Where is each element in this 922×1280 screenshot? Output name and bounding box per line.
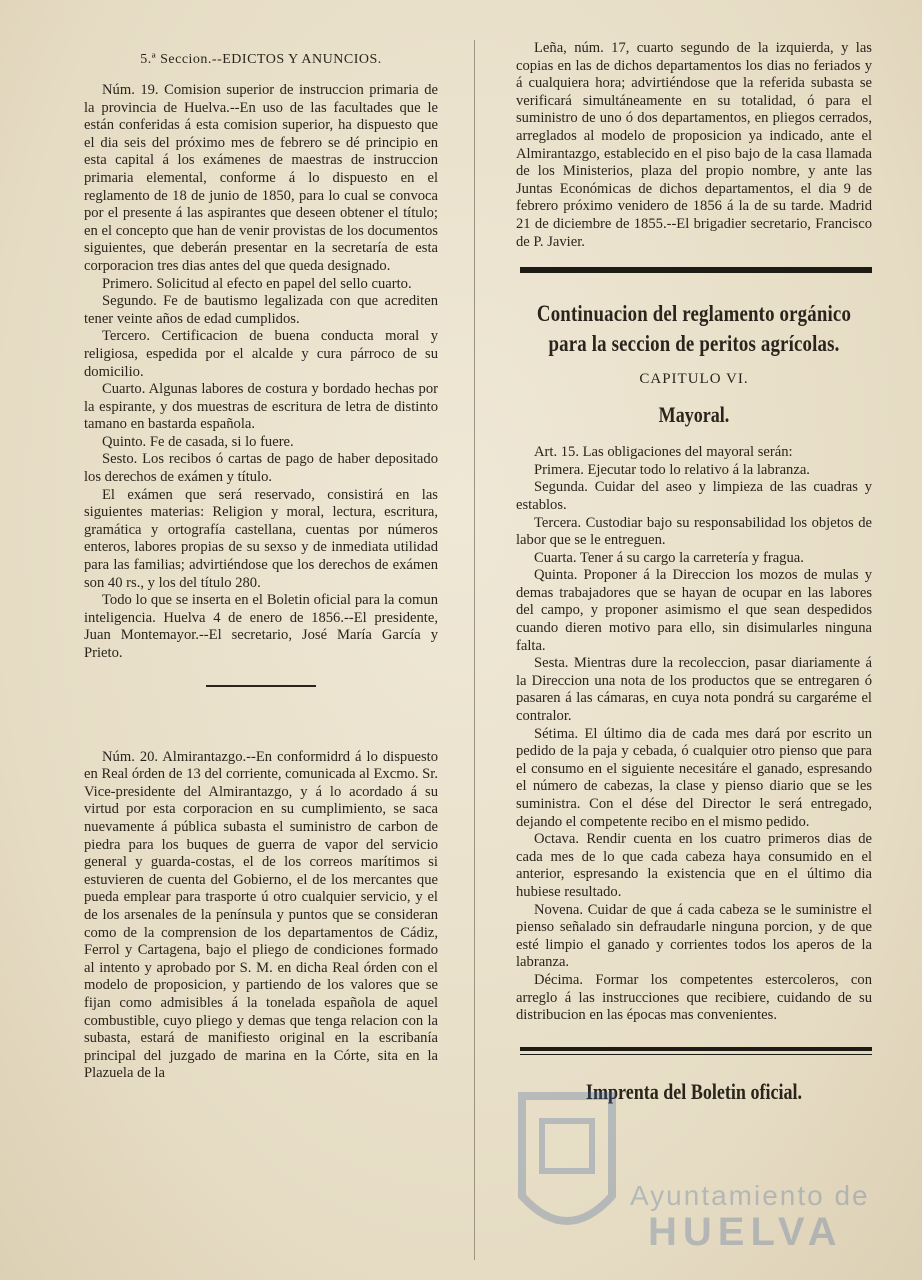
article-paragraph: Art. 15. Las obligaciones del mayoral serán: (534, 444, 793, 461)
right-column (516, 40, 872, 1105)
notice-20: Núm. 20. Almirantazgo.--En conformidrd á lo dispuesto en Real órden de 13 del corriente, comunicada al Excmo. Sr. Vice-presidente del Almirantazgo, y á lo acordado á su virtud por esta corporacion en su cumplimiento, se saca nuevamente á pública subasta el suministro de carbon de piedra para los buques de guerra de vapor del servicio general y guarda-costas, el de los correos marítimos si estuvieren de cuenta del Gobierno, el de los mercantes que pueda emplear para trasporte ú otro cualquier servicio, y el de los arsenales de la península y puntos que se consideran como de la comprension de los departamentos de Cádiz, Ferrol y Cartagena, bajo el pliego de condiciones formado al intento y aprobado por S. M. en dicha Real órden con el modelo de proposicion, y partiendo de los valores que se fijan como admisibles á la tonelada española de aquel combustible, cuyo pliego y demas que tenga relacion con la subasta, estará de manifiesto original en la escribanía principal del juzgado de marina en la Córte, sita en la Plazuela de la (84, 748, 438, 1082)
section-rule (520, 267, 872, 273)
printer-footer: Imprenta del Boletin oficial. (585, 1078, 803, 1104)
articles (516, 444, 872, 1025)
article-paragraph: Segunda. Cuidar del aseo y limpieza de las cuadras y establos. (516, 479, 872, 513)
notice-19-item: Primero. Solicitud al efecto en papel del sello cuarto. (102, 275, 412, 292)
regulation-headline: Continuacion del reglamento orgánico para la seccion de peritos agrícolas. (536, 301, 852, 357)
left-column (84, 48, 438, 1083)
chapter-heading: CAPITULO VI. (639, 371, 749, 388)
notice-19-item: Tercero. Certificacion de buena conducta moral y religiosa, espedida por el alcalde y cura párroco de su domicilio. (84, 328, 438, 380)
notice-19-signature: Todo lo que se inserta en el Boletin oficial para la comun inteligencia. Huelva 4 de enero de 1856.--El presidente, Juan Montemayor.--El secretario, José María García y Prieto. (84, 592, 438, 661)
article-paragraph: Sétima. El último dia de cada mes dará por escrito un pedido de la paja y cebada, ó cualquier otro pienso que para el consumo en el siguiente necesitáre el ganado, espresando el número de cabezas, la clase y pienso diario que se les suministra. Con el dése del Director le será entregado, dejando el competente recibo en el mismo pedido. (516, 725, 872, 830)
column-divider (474, 40, 475, 1260)
article-paragraph: Quinta. Proponer á la Direccion los mozos de mulas y demas trabajadores que se hayan de ocupar en las labores del campo, y proponer asimismo el que sean despedidos cuando dieren motivo para ello, sin disimularles ninguna falta. (516, 567, 872, 654)
notice-19-intro: Núm. 19. Comision superior de instruccion primaria de la provincia de Huelva.--En uso de las facultades que le están conferidas á esta comision superior, ha dispuesto que el dia seis del próximo mes de febrero se dé principio en esta capital á los exámenes de maestras de instruccion primaria elemental, conforme á lo dispuesto en el reglamento de 18 de junio de 1850, para lo cual se convoca por el presente á las aspirantes que deseen obtener el título; en el concepto que han de venir provistas de los documentos siguientes, que deberán presentar en la secretaría de esta corporacion tres dias antes del que queda designado. (84, 82, 438, 274)
notice-19 (84, 82, 438, 663)
archive-watermark-logo (512, 1082, 872, 1262)
article-paragraph: Sesta. Mientras dure la recoleccion, pasar diariamente á la Direccion una nota de los productos que se entregaren ó pasaren á las cámaras, en cuya nota pondrá su cargaréme el contralor. (516, 655, 872, 725)
section-header: 5.ª Seccion.--EDICTOS Y ANUNCIOS. (140, 52, 382, 67)
watermark-city: HUELVA (648, 1210, 843, 1254)
watermark-text: Ayuntamiento de (630, 1180, 870, 1211)
article-paragraph: Tercera. Custodiar bajo su responsabilidad los objetos de labor que se le entreguen. (516, 514, 872, 549)
article-paragraph: Cuarta. Tener á su cargo la carretería y fragua. (534, 549, 804, 566)
article-paragraph: Octava. Rendir cuenta en los cuatro primeros dias de cada mes de lo que cada cabeza haya consumido en el anterior, espresando la existencia que en el último dia hubiese resultado. (516, 831, 872, 900)
notice-19-item: Cuarto. Algunas labores de costura y bordado hechas por la espirante, y dos muestras de escritura de letra de distinto tamano en bastarda española. (84, 381, 438, 433)
mayoral-subheading: Mayoral. (658, 402, 730, 428)
notice-19-item: Segundo. Fe de bautismo legalizada con que acrediten tener veinte años de edad cumplidos. (84, 293, 438, 327)
notice-19-item: Sesto. Los recibos ó cartas de pago de haber depositado los derechos de exámen y título. (84, 451, 438, 486)
article-paragraph: Novena. Cuidar de que á cada cabeza se le suministre el pienso señalado sin defraudarle ninguna porcion, y de que esté limpio el ganado y corrientes todos los aperos de la labranza. (516, 901, 872, 971)
notice-19-exam-subjects: El exámen que será reservado, consistirá en las siguientes materias: Religion y moral, lectura, escritura, gramática y ortografía castellana, cuentas por números enteros, labores propias de su sexso y de inmediata utilidad para las familias; advirtiéndose que los derechos de exámen son 40 rs., y los del título 280. (84, 486, 438, 591)
notice-19-item: Quinto. Fe de casada, si lo fuere. (102, 433, 294, 450)
article-paragraph: Primera. Ejecutar todo lo relativo á la labranza. (534, 461, 810, 478)
notice-separator (206, 685, 316, 687)
article-paragraph: Décima. Formar los competentes estercoleros, con arreglo á las instrucciones que recibiere, cuidando de su distribucion en las épocas mas convenientes. (516, 971, 872, 1024)
footer-rule (520, 1047, 872, 1055)
notice-20-continuation: Leña, núm. 17, cuarto segundo de la izquierda, y las copias en las de dichos departamentos los dias no feriados y á cualquiera hora; advirtiéndose que la referida subasta se verificará simultáneamente en su totalidad, ó para el suministro de uno ó dos departamentos, en pliegos cerrados, arreglados al modelo de proposicion ya indicado, ante el Almirantazgo, establecido en el piso bajo de la casa llamada de los Ministerios, plaza del propio nombre, y ante las Juntas Económicas de dichos departamentos, el dia 9 de febrero próximo venidero de 1856 á la de su tarde. Madrid 21 de diciembre de 1855.--El brigadier secretario, Francisco de P. Javier. (516, 40, 872, 250)
